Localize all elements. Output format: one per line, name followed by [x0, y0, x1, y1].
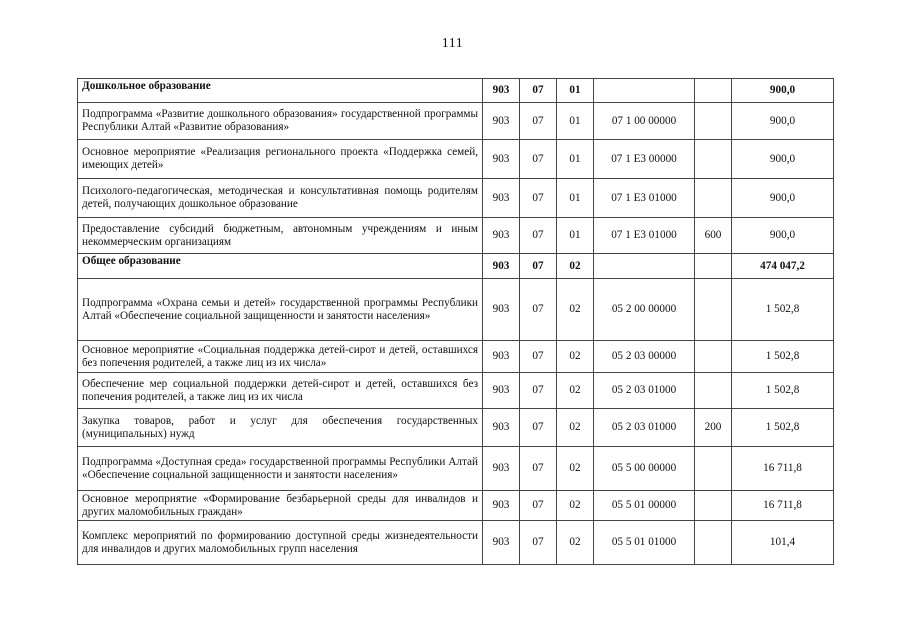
row-amount: 16 711,8: [732, 491, 834, 521]
row-expense-type: [695, 103, 732, 140]
row-ved-code: 903: [483, 179, 520, 218]
row-section-code: 07: [520, 491, 557, 521]
row-expense-type: [695, 79, 732, 103]
row-ved-code: 903: [483, 491, 520, 521]
budget-table: [77, 78, 834, 565]
row-amount: 1 502,8: [732, 341, 834, 373]
row-amount: 16 711,8: [732, 447, 834, 491]
row-target-article: 07 1 E3 01000: [594, 179, 695, 218]
table-row: [78, 218, 834, 254]
row-target-article: 05 2 03 01000: [594, 373, 695, 409]
row-target-article: 05 5 01 00000: [594, 491, 695, 521]
row-amount: 101,4: [732, 521, 834, 565]
table-row: [78, 179, 834, 218]
row-target-article: 05 2 03 00000: [594, 341, 695, 373]
row-ved-code: 903: [483, 521, 520, 565]
row-target-article: 05 2 03 01000: [594, 409, 695, 447]
page-number: 111: [441, 36, 464, 51]
row-subsection-code: 02: [557, 279, 594, 341]
row-name: Подпрограмма «Развитие дошкольного образования» государственной программы Республики Алтай «Развитие образования»: [78, 103, 483, 140]
row-subsection-code: 02: [557, 521, 594, 565]
row-subsection-code: 02: [557, 254, 594, 279]
row-section-code: 07: [520, 409, 557, 447]
row-expense-type: [695, 491, 732, 521]
row-subsection-code: 02: [557, 409, 594, 447]
row-target-article: 07 1 00 00000: [594, 103, 695, 140]
row-target-article: 07 1 E3 00000: [594, 140, 695, 179]
row-amount: 900,0: [732, 103, 834, 140]
row-section-code: 07: [520, 79, 557, 103]
row-expense-type: [695, 341, 732, 373]
row-section-code: 07: [520, 341, 557, 373]
row-amount: 474 047,2: [732, 254, 834, 279]
row-ved-code: 903: [483, 254, 520, 279]
row-amount: 1 502,8: [732, 409, 834, 447]
row-section-code: 07: [520, 373, 557, 409]
table-row: [78, 103, 834, 140]
row-expense-type: [695, 179, 732, 218]
row-ved-code: 903: [483, 79, 520, 103]
row-expense-type: [695, 447, 732, 491]
row-target-article: [594, 254, 695, 279]
row-expense-type: 200: [695, 409, 732, 447]
row-section-code: 07: [520, 140, 557, 179]
row-name: Основное мероприятие «Социальная поддержка детей-сирот и детей, оставшихся без попечения родителей, а также лиц из их числа»: [78, 341, 483, 373]
row-subsection-code: 02: [557, 447, 594, 491]
row-target-article: 05 2 00 00000: [594, 279, 695, 341]
row-section-code: 07: [520, 279, 557, 341]
row-subsection-code: 01: [557, 218, 594, 254]
row-section-code: 07: [520, 179, 557, 218]
row-expense-type: 600: [695, 218, 732, 254]
row-name: Подпрограмма «Доступная среда» государственной программы Республики Алтай «Обеспечение социальной защищенности и занятости населения»: [78, 447, 483, 491]
table-row: [78, 79, 834, 103]
row-expense-type: [695, 373, 732, 409]
row-subsection-code: 02: [557, 373, 594, 409]
row-ved-code: 903: [483, 409, 520, 447]
row-name: Дошкольное образование: [78, 79, 483, 103]
row-name: Обеспечение мер социальной поддержки детей-сирот и детей, оставшихся без попечения родителей, а также лиц из их числа: [78, 373, 483, 409]
row-subsection-code: 02: [557, 491, 594, 521]
row-section-code: 07: [520, 254, 557, 279]
row-target-article: 05 5 01 01000: [594, 521, 695, 565]
row-amount: 900,0: [732, 179, 834, 218]
table-row: [78, 140, 834, 179]
row-name: Психолого-педагогическая, методическая и консультативная помощь родителям детей, получающих дошкольное образование: [78, 179, 483, 218]
row-target-article: 05 5 00 00000: [594, 447, 695, 491]
row-name: Основное мероприятие «Реализация регионального проекта «Поддержка семей, имеющих детей»: [78, 140, 483, 179]
table-row: [78, 409, 834, 447]
row-ved-code: 903: [483, 373, 520, 409]
row-expense-type: [695, 521, 732, 565]
row-amount: 900,0: [732, 79, 834, 103]
row-ved-code: 903: [483, 140, 520, 179]
table-row: [78, 373, 834, 409]
row-target-article: [594, 79, 695, 103]
row-subsection-code: 02: [557, 341, 594, 373]
row-subsection-code: 01: [557, 103, 594, 140]
row-target-article: 07 1 E3 01000: [594, 218, 695, 254]
row-name: Общее образование: [78, 254, 483, 279]
table-row: [78, 254, 834, 279]
row-expense-type: [695, 279, 732, 341]
table-row: [78, 447, 834, 491]
row-section-code: 07: [520, 103, 557, 140]
row-section-code: 07: [520, 521, 557, 565]
row-name: Предоставление субсидий бюджетным, автономным учреждениям и иным некоммерческим организациям: [78, 218, 483, 254]
row-ved-code: 903: [483, 447, 520, 491]
row-name: Комплекс мероприятий по формированию доступной среды жизнедеятельности для инвалидов и других маломобильных групп населения: [78, 521, 483, 565]
row-section-code: 07: [520, 218, 557, 254]
row-name: Закупка товаров, работ и услуг для обеспечения государственных (муниципальных) нужд: [78, 409, 483, 447]
row-amount: 1 502,8: [732, 279, 834, 341]
row-name: Основное мероприятие «Формирование безбарьерной среды для инвалидов и других маломобильных граждан»: [78, 491, 483, 521]
row-subsection-code: 01: [557, 179, 594, 218]
row-amount: 900,0: [732, 140, 834, 179]
table-row: [78, 521, 834, 565]
table-row: [78, 279, 834, 341]
table-row: [78, 491, 834, 521]
row-amount: 1 502,8: [732, 373, 834, 409]
row-amount: 900,0: [732, 218, 834, 254]
row-subsection-code: 01: [557, 140, 594, 179]
row-ved-code: 903: [483, 103, 520, 140]
row-subsection-code: 01: [557, 79, 594, 103]
table-row: [78, 341, 834, 373]
row-expense-type: [695, 140, 732, 179]
row-ved-code: 903: [483, 279, 520, 341]
row-ved-code: 903: [483, 341, 520, 373]
row-expense-type: [695, 254, 732, 279]
row-section-code: 07: [520, 447, 557, 491]
row-ved-code: 903: [483, 218, 520, 254]
row-name: Подпрограмма «Охрана семьи и детей» государственной программы Республики Алтай «Обеспечение социальной защищенности и занятости населения»: [78, 279, 483, 341]
